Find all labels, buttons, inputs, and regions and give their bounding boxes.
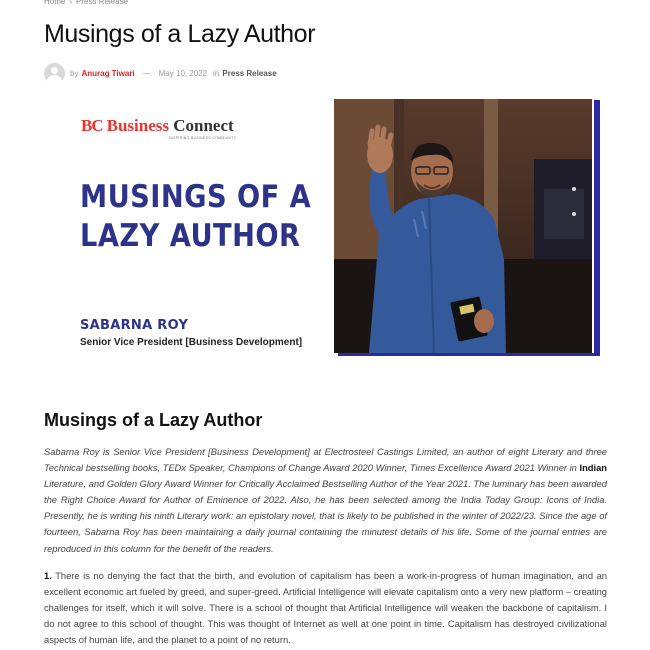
breadcrumb-home-link[interactable]: Home <box>44 0 66 6</box>
in-label: in <box>213 68 220 78</box>
avatar-head-shape <box>51 67 58 74</box>
intro-bold-word: Indian <box>579 463 607 474</box>
section-title: Musings of a Lazy Author <box>44 410 263 430</box>
post-date: May 10, 2022 <box>158 68 208 78</box>
business-connect-logo <box>81 116 234 136</box>
journal-entry-1 <box>44 568 607 648</box>
logo-wordmark: Business Connect <box>106 116 234 135</box>
hero-person-role: Senior Vice President [Business Development] <box>80 337 303 348</box>
author-link[interactable]: Anurag Tiwari <box>81 68 135 78</box>
hero-title-line2: LAZY AUTHOR <box>80 218 301 254</box>
page-title: Musings of a Lazy Author <box>44 20 316 48</box>
hero-person-name: SABARNA ROY <box>80 318 189 333</box>
entry-number: 1. <box>44 571 52 581</box>
logo-monogram: BC <box>81 116 103 135</box>
post-meta <box>44 62 277 84</box>
author-intro-paragraph: Sabarna Roy is Senior Vice President [Business Development] at Electrosteel Castings Limited, an author of eight Literary and three Technical bestselling books, TEDx Speaker, Champions of Change Award 2020 Winner, Times Excellence Award 2021 Winner in Indian Literature, and Golden Glory Award Winner for Critically Acclaimed Bestselling Author of the Year 2021. The luminary has been awarded the Right Choice Award for Author of Eminence of 2022. Also, he has been selected among the India Today Group: Icons of India. Presently, he is writing his ninth Literary work: an epistolary novel, that is likely to be published in the winter of 2022/23. Since the age of fourteen, Sabarna Roy has been maintaining a daily journal containing the minutest details of his life. Some of the journal entries are reproduced in this column for the benefit of the readers. <box>44 447 607 554</box>
category-link[interactable]: Press Release <box>222 68 277 78</box>
breadcrumb-separator-icon: › <box>69 0 73 6</box>
by-label: by <box>70 68 79 78</box>
entry-text: There is no denying the fact that the birth, and evolution of capitalism has been a work-in-progress of human imagination, and an excellent economic art fueled by greed, and super-greed. Artificial Intelligence will elevate capitalism onto a very new platform – creating challenges for itself, which it will solve. There is a school of thought that Artificial Intelligence will weaken the backbone of capitalism. I do not agree to this school of thought. This was thought of Internet as well at one point in time. Capitalism has destroyed civilizational aspects of human life, and the planet to a point of no return. <box>44 571 607 646</box>
avatar-body-shape <box>47 75 62 84</box>
featured-image <box>44 92 606 372</box>
hero-title <box>80 178 326 256</box>
author-avatar[interactable] <box>44 63 65 84</box>
author-photo <box>334 99 594 353</box>
breadcrumb <box>44 0 128 6</box>
hero-title-line1: MUSINGS OF A <box>80 179 312 215</box>
logo-tagline: INSPIRING BUSINESS COMMUNITY <box>169 136 237 140</box>
breadcrumb-current-link[interactable]: Press Release <box>76 0 129 6</box>
author-photo-frame <box>334 92 606 372</box>
meta-dash: — <box>142 68 151 78</box>
author-photo-illustration <box>334 99 592 353</box>
